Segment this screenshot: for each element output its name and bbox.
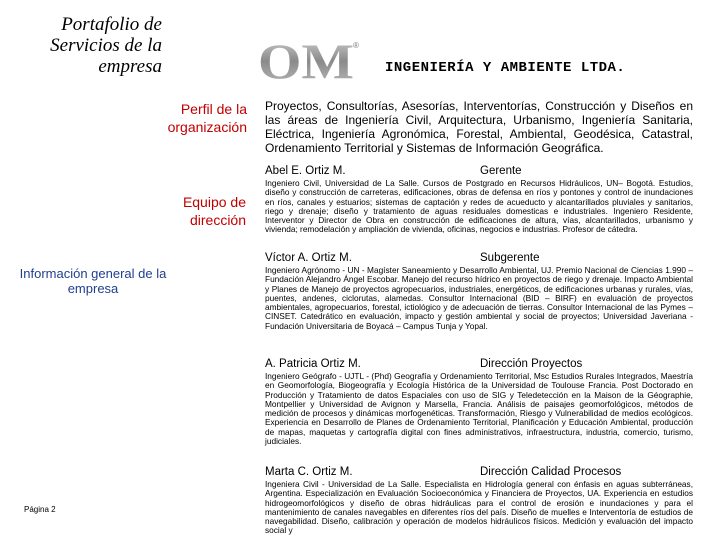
- team-member-description: Ingeniera Civil - Universidad de La Salle. Especialista en Hidrología general con énfasis en aguas subterráneas, Argentina. Especialización en Evaluación Socioeconómica y Financiera de Proyectos, UA. Experiencia en estudios hidrogeomorfológicos y diseño de obras hidráulicas para el control de erosión e inundaciones y para el mantenimiento de canales navegables en diferentes ríos del país. Diseño de muelles e Interventoría de estudios de navegabilidad. Diseño, calibración y operación de modelos hidráulicos físicos. Medición y evaluación del impacto social y: [265, 479, 693, 536]
- team-member-name: Abel E. Ortiz M.: [265, 165, 346, 177]
- team-member-description: Ingeniero Agrónomo - UN - Magíster Saneamiento y Desarrollo Ambiental, UJ. Premio Nacional de Ciencias 1.990 – Fundación Alejandro Ángel Escobar. Manejo del recurso hídrico en proyectos de riego y drenaje. Impacto Ambiental y Planes de Manejo de proyectos agropecuarios, industriales, energéticos, de edificaciones urbanas y rurales, vías, puentes, andenes, ciclorutas, alamedas. Consultor Internacional (BID – BIRF) en evaluación de proyectos ambientales, agropecuarios, forestal, ictiológico y de adecuación de tierras. Consultor Internacional de las Pymes – CINSET. Catedrático en evaluación, impacto y gestión ambiental y social de proyectos; Universidad Javeriana - Fundación Universitaria de Boyacá – Campus Tunja y Yopal.: [265, 265, 693, 331]
- profile-label: Perfil de la organización: [167, 101, 247, 135]
- team-member: [265, 357, 693, 446]
- team-label: Equipo de dirección: [182, 194, 246, 228]
- company-logo: [258, 36, 362, 82]
- team-member-header: [265, 465, 693, 479]
- team-member-role: Gerente: [480, 165, 522, 177]
- general-info-label: Información general de la empresa: [19, 266, 167, 296]
- page-title: Portafolio de Servicios de la empresa: [50, 14, 162, 77]
- team-member: [265, 164, 693, 235]
- team-member-name: Víctor A. Ortiz M.: [265, 252, 352, 264]
- team-member-header: [265, 251, 693, 265]
- profile-text: Proyectos, Consultorías, Asesorías, Interventorías, Construcción y Diseños en las áreas de Ingeniería Civil, Arquitectura, Urbanismo, Ingeniería Sanitaria, Eléctrica, Ingeniería Agronómica, Forestal, Ambiental, Geodésica, Catastral, Ordenamiento Territorial y Sistemas de Información Geográfica.: [265, 99, 693, 155]
- team-member-role: Dirección Calidad Procesos: [480, 466, 622, 478]
- page-number: Página 2: [24, 505, 56, 514]
- team-member-description: Ingeniero Civil, Universidad de La Salle. Cursos de Postgrado en Recursos Hidráulicos, UN– Bogotá. Estudios, diseño y construcción de carreteras, edificaciones, obras de defensa en ríos y pontones y control de inundaciones en ríos, canales y estuarios; sistemas de captación y redes de acueducto y alcantarillados pluviales y sanitarios, riego y drenaje; diseño y tratamiento de aguas residuales domesticas e industriales. Ingeniero Residente, Interventor y Director de Obra en construcción de edificaciones de altura, vías, alcantarillados, urbanismo y vivienda; remodelación y ampliación de vivienda, oficinas, negocios e industrias. Profesor de cátedra.: [265, 178, 693, 235]
- company-name: INGENIERÍA Y AMBIENTE LTDA.: [385, 60, 626, 76]
- logo-text: OM: [258, 36, 354, 82]
- team-member-role: Dirección Proyectos: [480, 358, 583, 370]
- team-member-header: [265, 164, 693, 178]
- team-member-name: Marta C. Ortiz M.: [265, 466, 353, 478]
- team-member-role: Subgerente: [480, 252, 540, 264]
- team-member-header: [265, 357, 693, 371]
- team-member-description: Ingeniero Geógrafo - UJTL - (Phd) Geografía y Ordenamiento Territorial, Msc Estudios Rurales Integrados, Maestría en Geomorfología, Biogeografía y Ecología Histórica de la Universidad de Toulouse Francia. Post Doctorado en Producción y Tratamiento de datos Espaciales con uso de SIG y Teledetección en la Maison de la Géographie, Montpellier y Universidad de Avignon y Marsella, Francia. Análisis de paisajes geomorfológicos, métodos de medición de procesos y dinámicas morfogenéticas. Transformación, Riesgo y Vulnerabilidad de medios ecológicos. Experiencia en Desarrollo de Planes de Ordenamiento Territorial, Planificación y Educación Ambiental, producción de mapas, maquetas y cartografía digital con fines administrativos, infraestructura, industria, comercio, turismo, judiciales.: [265, 371, 693, 447]
- logo-mark: ®: [353, 41, 359, 50]
- team-member-name: A. Patricia Ortiz M.: [265, 358, 361, 370]
- team-member: [265, 465, 693, 536]
- team-member: [265, 251, 693, 331]
